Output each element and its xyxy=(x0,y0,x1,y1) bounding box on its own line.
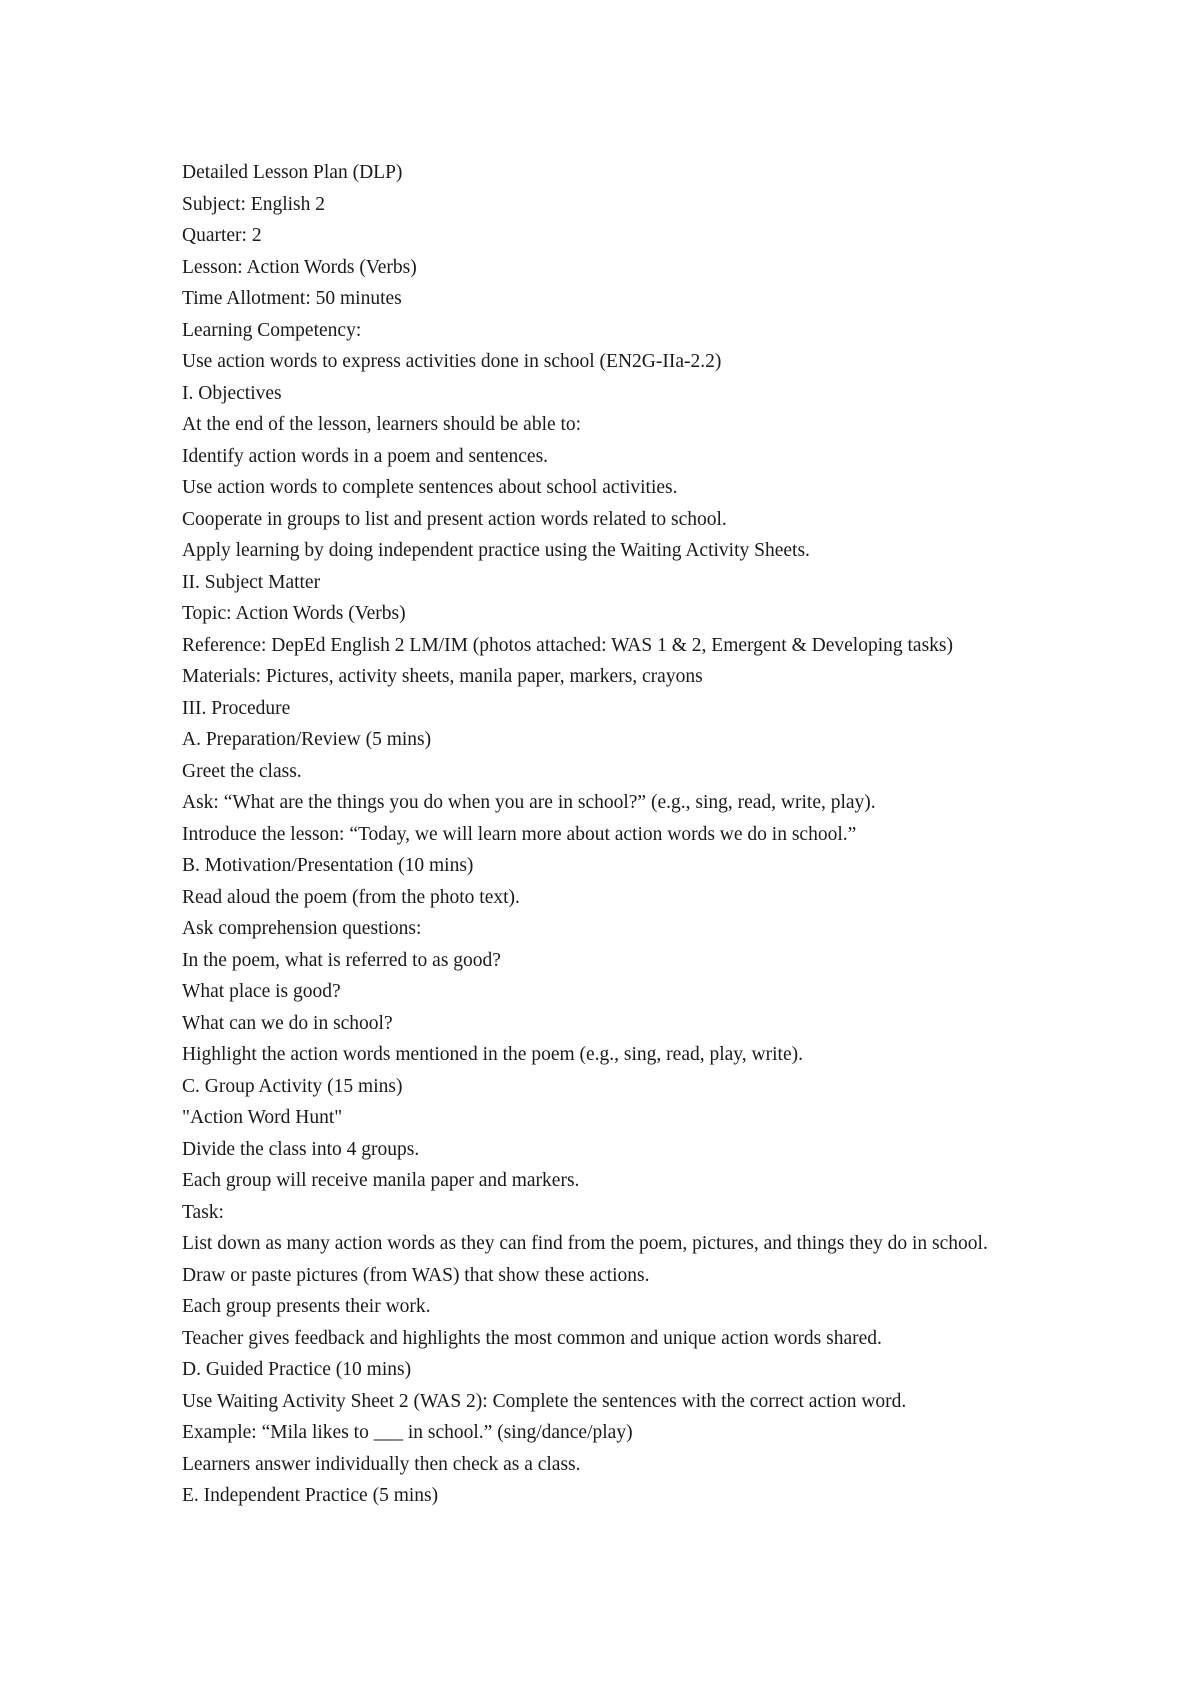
procedure-step: Divide the class into 4 groups. xyxy=(182,1138,420,1160)
subject-matter-heading: II. Subject Matter xyxy=(182,571,321,593)
example-line: Example: “Mila likes to ___ in school.” (sing/dance/play) xyxy=(182,1422,633,1443)
section-heading: A. Preparation/Review (5 mins) xyxy=(182,729,432,750)
quarter-line: Quarter: 2 xyxy=(182,225,262,246)
doc-title: Detailed Lesson Plan (DLP) xyxy=(182,162,403,183)
competency-text: Use action words to express activities done in school (EN2G-IIa-2.2) xyxy=(182,351,722,372)
procedure-step: Ask comprehension questions: xyxy=(182,918,422,939)
objective-item: Cooperate in groups to list and present action words related to school. xyxy=(182,508,727,530)
section-heading: C. Group Activity (15 mins) xyxy=(182,1075,403,1097)
objective-item: Identify action words in a poem and sentences. xyxy=(182,445,549,467)
lesson-line: Lesson: Action Words (Verbs) xyxy=(182,256,417,278)
section-heading: B. Motivation/Presentation (10 mins) xyxy=(182,855,474,876)
competency-heading: Learning Competency: xyxy=(182,319,362,341)
procedure-step: Highlight the action words mentioned in the poem (e.g., sing, read, play, write). xyxy=(182,1044,803,1065)
objectives-intro: At the end of the lesson, learners should be able to: xyxy=(182,414,582,435)
procedure-heading: III. Procedure xyxy=(182,697,291,719)
procedure-step: Read aloud the poem (from the photo text). xyxy=(182,886,520,908)
topic-line: Topic: Action Words (Verbs) xyxy=(182,603,406,624)
procedure-step: Teacher gives feedback and highlights the most common and unique action words shared. xyxy=(182,1327,882,1349)
procedure-step: Introduce the lesson: “Today, we will learn more about action words we do in school.” xyxy=(182,823,857,845)
time-allotment-line: Time Allotment: 50 minutes xyxy=(182,288,402,309)
procedure-step: Each group will receive manila paper and markers. xyxy=(182,1170,580,1191)
question-item: What place is good? xyxy=(182,981,341,1002)
procedure-step: Greet the class. xyxy=(182,760,302,782)
objective-item: Apply learning by doing independent practice using the Waiting Activity Sheets. xyxy=(182,540,810,561)
procedure-step: Learners answer individually then check as a class. xyxy=(182,1453,581,1475)
task-heading: Task: xyxy=(182,1201,224,1223)
task-item: Each group presents their work. xyxy=(182,1296,431,1317)
procedure-step: Ask: “What are the things you do when you are in school?” (e.g., sing, read, write, play). xyxy=(182,792,876,813)
task-item: Draw or paste pictures (from WAS) that show these actions. xyxy=(182,1264,650,1286)
activity-title: "Action Word Hunt" xyxy=(182,1107,343,1128)
question-item: In the poem, what is referred to as good? xyxy=(182,949,501,971)
task-item: List down as many action words as they can find from the poem, pictures, and things they do in school. xyxy=(182,1233,988,1254)
lesson-plan-body xyxy=(182,157,1022,1512)
section-heading: D. Guided Practice (10 mins) xyxy=(182,1359,412,1380)
objective-item: Use action words to complete sentences about school activities. xyxy=(182,477,678,498)
question-item: What can we do in school? xyxy=(182,1012,393,1034)
procedure-step: Use Waiting Activity Sheet 2 (WAS 2): Complete the sentences with the correct action word. xyxy=(182,1390,907,1412)
section-heading: E. Independent Practice (5 mins) xyxy=(182,1485,439,1506)
reference-line: Reference: DepEd English 2 LM/IM (photos attached: WAS 1 & 2, Emergent & Developing tasks) xyxy=(182,634,953,656)
materials-line: Materials: Pictures, activity sheets, manila paper, markers, crayons xyxy=(182,666,703,687)
objectives-heading: I. Objectives xyxy=(182,382,282,404)
subject-line: Subject: English 2 xyxy=(182,193,325,215)
